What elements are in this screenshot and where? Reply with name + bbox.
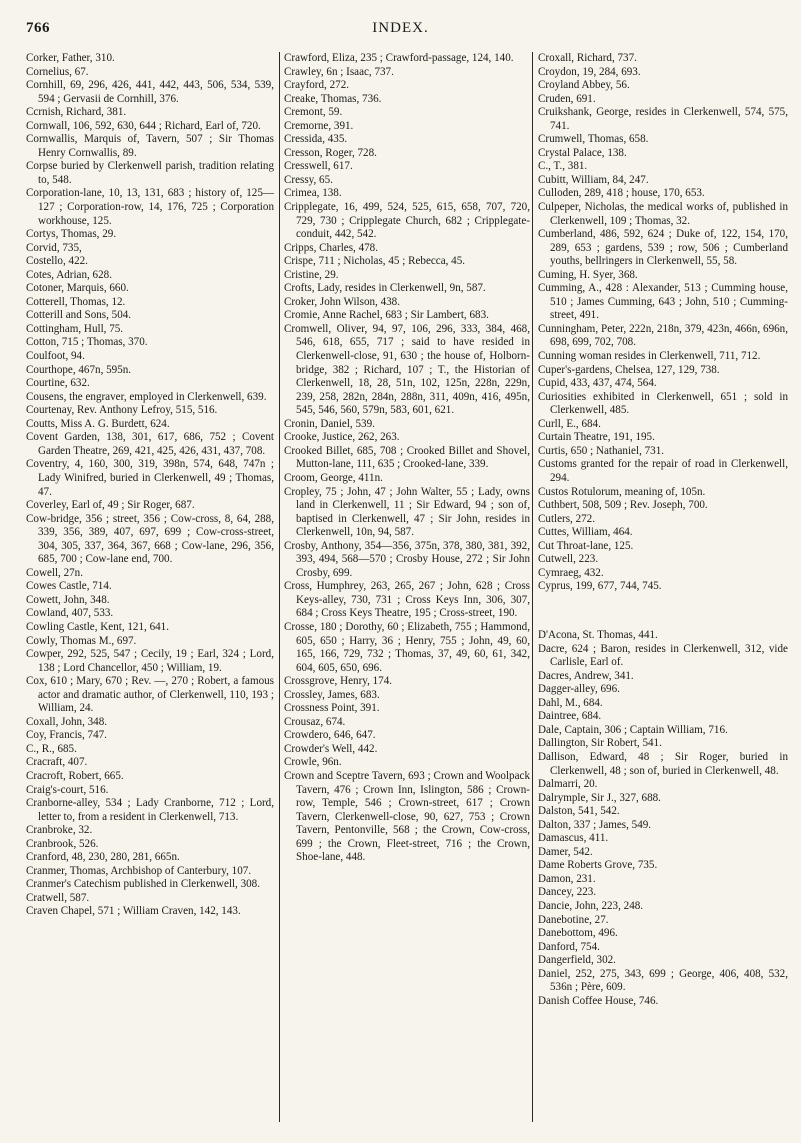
index-entry: Cow-bridge, 356 ; street, 356 ; Cow-cross, 8, 64, 288, 339, 356, 389, 407, 697, 699 ; Cow-cross-street, 304, 305, 337, 364, 367, 668 ; Cow-lane, 296, 356, 685, 700 ; Cow-lane end, 700. bbox=[26, 512, 274, 566]
index-entry: Cropley, 75 ; John, 47 ; John Walter, 55 ; Lady, owns land in Clerkenwell, 11 ; Sir Edward, 94 ; son of, baptised in Clerkenwell, 47 ; Sir John, resides in Clerkenwell, 10n, 94, 587. bbox=[284, 485, 530, 539]
index-entry: Danish Coffee House, 746. bbox=[538, 994, 659, 1007]
index-entry: Dacre, 624 ; Baron, resides in Clerkenwell, 312, vide Carlisle, Earl of. bbox=[538, 642, 788, 669]
index-entry: Cressy, 65. bbox=[284, 173, 333, 186]
index-entry: Cronin, Daniel, 539. bbox=[284, 417, 375, 430]
index-entry: Cripps, Charles, 478. bbox=[284, 241, 378, 254]
index-entry: Crimea, 138. bbox=[284, 187, 342, 200]
index-entry: Cubitt, William, 84, 247. bbox=[538, 173, 649, 186]
index-entry: Cuper's-gardens, Chelsea, 127, 129, 738. bbox=[538, 363, 720, 376]
index-column-2 bbox=[284, 52, 530, 865]
index-entry: Corpse buried by Clerkenwell parish, tradition relating to, 548. bbox=[26, 160, 274, 186]
index-entry: Croom, George, 411n. bbox=[284, 471, 383, 484]
index-entry: Dancie, John, 223, 248. bbox=[538, 900, 644, 912]
index-entry: Dancey, 223. bbox=[538, 886, 597, 899]
index-entry: Cottingham, Hull, 75. bbox=[26, 322, 124, 335]
index-entry: Cunningham, Peter, 222n, 218n, 379, 423n, 466n, 696n, 698, 699, 702, 708. bbox=[538, 322, 788, 349]
index-entry: Customs granted for the repair of road in Clerkenwell, 294. bbox=[538, 458, 788, 484]
index-entry: Craven Chapel, 571 ; William Craven, 142, 143. bbox=[26, 905, 241, 918]
index-entry: Coy, Francis, 747. bbox=[26, 729, 107, 742]
index-entry: Coverley, Earl of, 49 ; Sir Roger, 687. bbox=[26, 499, 195, 512]
index-entry: Dame Roberts Grove, 735. bbox=[538, 859, 658, 872]
index-entry: Cut Throat-lane, 125. bbox=[538, 539, 634, 552]
index-entry: Cotterell, Thomas, 12. bbox=[26, 295, 126, 308]
index-entry: Daintree, 684. bbox=[538, 710, 602, 723]
index-entry: Crayford, 272. bbox=[284, 79, 350, 92]
index-entry: Culloden, 289, 418 ; house, 170, 653. bbox=[538, 187, 705, 200]
index-entry: Dalton, 337 ; James, 549. bbox=[538, 818, 652, 831]
index-entry: Cromie, Anne Rachel, 683 ; Sir Lambert, 683. bbox=[284, 309, 489, 322]
index-entry: Courtine, 632. bbox=[26, 377, 90, 390]
index-entry: Damon, 231. bbox=[538, 872, 596, 885]
index-entry: Crowdero, 646, 647. bbox=[284, 729, 376, 742]
index-entry: Cross, Humphrey, 263, 265, 267 ; John, 628 ; Cross Keys-alley, 730, 731 ; Cross Keys Inn, 306, 307, 684 ; Cross Keys Theatre, 195 ; Cross-street, 190. bbox=[284, 580, 530, 620]
index-entry: Cranbroke, 32. bbox=[26, 824, 93, 837]
index-entry: Dangerfield, 302. bbox=[538, 954, 616, 967]
index-entry: Creake, Thomas, 736. bbox=[284, 92, 382, 105]
index-entry: Corporation-lane, 10, 13, 131, 683 ; history of, 125—127 ; Corporation-row, 14, 176, 725 ; Corporation workhouse, 125. bbox=[26, 187, 274, 227]
index-entry: Coxall, John, 348. bbox=[26, 715, 108, 728]
index-entry: Crispe, 711 ; Nicholas, 45 ; Rebecca, 45. bbox=[284, 255, 466, 268]
index-entry: Cowes Castle, 714. bbox=[26, 580, 112, 593]
column-rule-right bbox=[532, 52, 533, 1122]
index-entry: Crumwell, Thomas, 658. bbox=[538, 133, 649, 146]
index-entry: Croydon, 19, 284, 693. bbox=[538, 65, 641, 78]
index-entry: Cutlers, 272. bbox=[538, 512, 596, 525]
index-entry: Cowett, John, 348. bbox=[26, 593, 110, 606]
index-entry: Cowell, 27n. bbox=[26, 566, 84, 579]
index-entry: Cornwallis, Marquis of, Tavern, 507 ; Sir Thomas Henry Cornwallis, 89. bbox=[26, 133, 274, 159]
index-entry: C., T., 381. bbox=[538, 160, 588, 173]
page-title: INDEX. bbox=[372, 20, 429, 36]
index-entry: Cupid, 433, 437, 474, 564. bbox=[538, 377, 657, 390]
index-entry: Curll, E., 684. bbox=[538, 417, 601, 430]
index-entry: Culpeper, Nicholas, the medical works of, published in Clerkenwell, 109 ; Thomas, 32. bbox=[538, 201, 788, 227]
index-entry: Dallison, Edward, 48 ; Sir Roger, buried in Clerkenwell, 48 ; son of, buried in Clerkenwell, 48. bbox=[538, 750, 788, 777]
index-entry: C., R., 685. bbox=[26, 742, 77, 755]
section-gap bbox=[538, 605, 788, 618]
index-entry: Crossley, James, 683. bbox=[284, 688, 380, 701]
index-entry: Danebottom, 496. bbox=[538, 927, 618, 940]
index-entry: Dalrymple, Sir J., 327, 688. bbox=[538, 791, 661, 804]
index-entry: Cowly, Thomas M., 697. bbox=[26, 634, 137, 647]
index-entry: Covent Garden, 138, 301, 617, 686, 752 ; Covent Garden Theatre, 269, 421, 425, 426, 431, 437, 708. bbox=[26, 431, 274, 457]
index-entry: Custos Rotulorum, meaning of, 105n. bbox=[538, 485, 706, 498]
index-entry: Crawford, Eliza, 235 ; Crawford-passage, 124, 140. bbox=[284, 52, 514, 64]
index-entry: Cracroft, Robert, 665. bbox=[26, 769, 124, 782]
index-entry: Cromwell, Oliver, 94, 97, 106, 296, 333, 384, 468, 546, 618, 655, 717 ; said to have resided in Clerkenwell-close, 91, 630 ; the house of, Holborn-bridge, 382 ; Richard, 107 ; T., the Historian of Clerkenwell, 18, 28, 51n, 102, 125n, 228n, 229n, 239, 258, 282n, 284n, 288n, 311, 409n, 416, 495n, 545, 546, 560, 579n, 583, 601, 621. bbox=[284, 322, 530, 417]
index-entry: Cresswell, 617. bbox=[284, 160, 353, 173]
index-entry: Croker, John Wilson, 438. bbox=[284, 295, 401, 308]
index-entry: Coulfoot, 94. bbox=[26, 350, 85, 363]
index-entry: Cranmer, Thomas, Archbishop of Canterbury, 107. bbox=[26, 864, 252, 877]
index-entry: Crowle, 96n. bbox=[284, 756, 342, 769]
index-entry: Cumming, A., 428 : Alexander, 513 ; Cumming house, 510 ; James Cumming, 643 ; John, 510 ; Cumming-street, 491. bbox=[538, 282, 788, 322]
index-entry: Cutwell, 223. bbox=[538, 553, 599, 566]
index-entry: Crossness Point, 391. bbox=[284, 702, 380, 715]
index-entry: Dagger-alley, 696. bbox=[538, 683, 620, 696]
column-rule-left bbox=[279, 52, 280, 1122]
index-entry: Damascus, 411. bbox=[538, 832, 609, 845]
index-entry: Corvid, 735, bbox=[26, 241, 82, 254]
index-entry: Crofts, Lady, resides in Clerkenwell, 9n, 587. bbox=[284, 282, 486, 295]
index-entry: Crooke, Justice, 262, 263. bbox=[284, 431, 400, 444]
page-number: 766 bbox=[26, 20, 50, 36]
index-entry: Cremorne, 391. bbox=[284, 119, 354, 132]
index-entry: Cunning woman resides in Clerkenwell, 711, 712. bbox=[538, 350, 761, 363]
index-entry: Cremont, 59. bbox=[284, 106, 343, 119]
index-entry: Cotterill and Sons, 504. bbox=[26, 309, 132, 322]
index-entry: Croyland Abbey, 56. bbox=[538, 79, 630, 92]
index-entry: Cuttes, William, 464. bbox=[538, 526, 633, 539]
index-entry: Crossgrove, Henry, 174. bbox=[284, 675, 393, 688]
index-entry: Cowling Castle, Kent, 121, 641. bbox=[26, 620, 169, 633]
index-entry: Cruikshank, George, resides in Clerkenwell, 574, 575, 741. bbox=[538, 106, 788, 132]
index-entry: Danford, 754. bbox=[538, 940, 600, 953]
index-entry: Crown and Sceptre Tavern, 693 ; Crown and Woolpack Tavern, 476 ; Crown Inn, Islington, 586 ; Crown-row, Temple, 546 ; Crown-street, 617 ; Crown Tavern, Clerkenwell-close, 90, 627, 753 ; Crown Tavern, Pentonville, 568 ; the Crown, Cow-cross, 699 ; the Crown, Fleet-street, 716 ; the Crown, Shoe-lane, 448. bbox=[284, 769, 530, 864]
index-entry: Danebotine, 27. bbox=[538, 913, 609, 926]
index-entry: Cornwall, 106, 592, 630, 644 ; Richard, Earl of, 720. bbox=[26, 119, 261, 132]
index-entry: Cruden, 691. bbox=[538, 92, 596, 105]
index-entry: Curtain Theatre, 191, 195. bbox=[538, 431, 655, 444]
index-entry: Cornelius, 67. bbox=[26, 65, 89, 78]
index-entry: Cousens, the engraver, employed in Clerkenwell, 639. bbox=[26, 390, 267, 403]
index-entry: Cornhill, 69, 296, 426, 441, 442, 443, 506, 534, 539, 594 ; Gervasii de Cornhill, 376. bbox=[26, 79, 274, 105]
index-entry: Crooked Billet, 685, 708 ; Crooked Billet and Shovel, Mutton-lane, 111, 635 ; Crooked-lane, 339. bbox=[284, 444, 530, 471]
index-entry: Cranmer's Catechism published in Clerkenwell, 308. bbox=[26, 878, 260, 891]
index-entry: Ccrnish, Richard, 381. bbox=[26, 106, 127, 119]
index-entry: Curtis, 650 ; Nathaniel, 731. bbox=[538, 444, 665, 457]
index-entry: Cripplegate, 16, 499, 524, 525, 615, 658, 707, 720, 729, 730 ; Cripplegate Church, 682 ; Cripplegate-conduit, 442, 542. bbox=[284, 201, 530, 241]
index-entry: Dalston, 541, 542. bbox=[538, 805, 620, 818]
index-entry: Crystal Palace, 138. bbox=[538, 146, 627, 159]
index-entry: Cresson, Roger, 728. bbox=[284, 146, 377, 159]
index-entry: Crawley, 6n ; Isaac, 737. bbox=[284, 65, 394, 78]
index-entry: Cortys, Thomas, 29. bbox=[26, 228, 117, 241]
index-entry: Coventry, 4, 160, 300, 319, 398n, 574, 648, 747n ; Lady Winifred, buried in Clerkenwell, 49 ; Thomas, 47. bbox=[26, 458, 274, 498]
index-entry: Cuming, H. Syer, 368. bbox=[538, 268, 638, 281]
index-entry: Corker, Father, 310. bbox=[26, 52, 115, 64]
index-entry: Cressida, 435. bbox=[284, 133, 348, 146]
index-entry: Cox, 610 ; Mary, 670 ; Rev. —, 270 ; Robert, a famous actor and dramatic author, of Clerkenwell, 110, 193 ; William, 24. bbox=[26, 675, 274, 715]
index-entry: Cratwell, 587. bbox=[26, 891, 90, 904]
index-entry: Cyprus, 199, 677, 744, 745. bbox=[538, 580, 662, 593]
index-entry: Courtenay, Rev. Anthony Lefroy, 515, 516. bbox=[26, 404, 218, 417]
index-entry: Dale, Captain, 306 ; Captain William, 716. bbox=[538, 723, 728, 736]
index-entry: Crowder's Well, 442. bbox=[284, 742, 378, 755]
index-entry: Crosse, 180 ; Dorothy, 60 ; Elizabeth, 755 ; Hammond, 605, 650 ; Harry, 36 ; Henry, 755 ; John, 49, 60, 165, 166, 729, 732 ; Thomas, 37, 49, 60, 61, 342, 604, 605, 650, 696. bbox=[284, 620, 530, 674]
index-entry: Dacres, Andrew, 341. bbox=[538, 669, 634, 682]
page-header bbox=[26, 20, 775, 42]
index-entry: Cowland, 407, 533. bbox=[26, 607, 114, 620]
index-column-3 bbox=[538, 52, 788, 1008]
index-entry: Cotes, Adrian, 628. bbox=[26, 268, 112, 281]
index-entry: Dallington, Sir Robert, 541. bbox=[538, 737, 662, 750]
index-entry: Curiosities exhibited in Clerkenwell, 651 ; sold in Clerkenwell, 485. bbox=[538, 390, 788, 417]
index-entry: Courthope, 467n, 595n. bbox=[26, 363, 132, 376]
index-entry: Daniel, 252, 275, 343, 699 ; George, 406, 408, 532, 536n ; Père, 609. bbox=[538, 967, 788, 994]
index-entry: Dalmarri, 20. bbox=[538, 778, 598, 791]
index-entry: Crosby, Anthony, 354—356, 375n, 378, 380, 381, 392, 393, 494, 568—570 ; Crosby House, 272 ; Sir John Crosby, 699. bbox=[284, 539, 530, 579]
index-entry: Cranborne-alley, 534 ; Lady Cranborne, 712 ; Lord, letter to, from a resident in Clerkenwell, 713. bbox=[26, 797, 274, 823]
index-entry: Craig's-court, 516. bbox=[26, 783, 109, 796]
index-entry: Cranbrook, 526. bbox=[26, 837, 99, 850]
index-entry: Cowper, 292, 525, 547 ; Cecily, 19 ; Earl, 324 ; Lord, 138 ; Lord Chancellor, 450 ; William, 19. bbox=[26, 648, 274, 674]
index-entry: Cotoner, Marquis, 660. bbox=[26, 282, 129, 295]
index-column-1 bbox=[26, 52, 274, 919]
index-entry: D'Acona, St. Thomas, 441. bbox=[538, 629, 658, 642]
index-entry: Damer, 542. bbox=[538, 845, 593, 858]
index-entry: Cranford, 48, 230, 280, 281, 665n. bbox=[26, 851, 180, 864]
index-entry: Costello, 422. bbox=[26, 255, 88, 268]
index-entry: Cuthbert, 508, 509 ; Rev. Joseph, 700. bbox=[538, 499, 708, 512]
index-entry: Crousaz, 674. bbox=[284, 715, 346, 728]
index-entry: Coutts, Miss A. G. Burdett, 624. bbox=[26, 417, 170, 430]
index-entry: Cracraft, 407. bbox=[26, 756, 88, 769]
index-entry: Dahl, M., 684. bbox=[538, 696, 603, 709]
index-entry: Cumberland, 486, 592, 624 ; Duke of, 122, 154, 170, 289, 653 ; gardens, 539 ; row, 506 ; Cumberland youths, bellringers in Clerkenwell, 55, 58. bbox=[538, 228, 788, 268]
index-entry: Cotton, 715 ; Thomas, 370. bbox=[26, 336, 148, 349]
index-entry: Croxall, Richard, 737. bbox=[538, 52, 637, 64]
index-entry: Cymraeg, 432. bbox=[538, 566, 604, 579]
index-entry: Cristine, 29. bbox=[284, 268, 339, 281]
